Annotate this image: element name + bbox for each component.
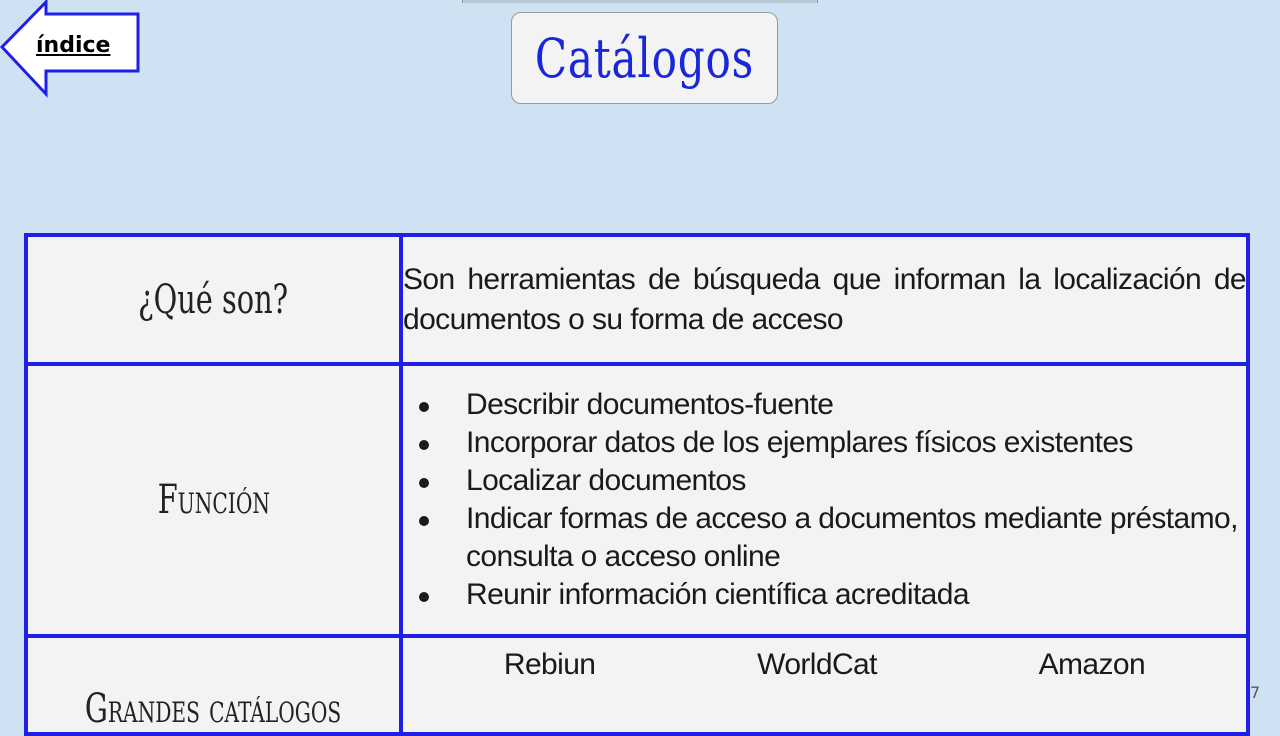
catalog-link-amazon[interactable]: Amazon	[1038, 648, 1146, 681]
row-funcion	[26, 364, 1248, 636]
catalogs-cell	[401, 636, 1248, 734]
bullet-icon	[419, 402, 429, 412]
heading-cell	[26, 364, 401, 636]
heading-cell	[26, 235, 401, 364]
bullet-icon	[419, 516, 429, 526]
bullet-icon	[419, 478, 429, 488]
back-to-index-button[interactable]	[0, 0, 142, 98]
top-toolbar-strip	[462, 0, 818, 3]
bullet-icon	[419, 440, 429, 450]
definition-text: Son herramientas de búsqueda que informan la localización de documentos o su forma de acceso	[403, 262, 1246, 336]
list-item-text: Localizar documentos	[466, 464, 746, 497]
page-number: 7	[1250, 683, 1261, 702]
definition-cell	[401, 235, 1248, 364]
back-link-label[interactable]: índice	[36, 33, 111, 58]
page-title: Catálogos	[534, 26, 755, 90]
catalog-link-rebiun[interactable]: Rebiun	[503, 648, 596, 681]
title-box	[511, 12, 778, 104]
row-heading-funcion: Función	[157, 477, 270, 523]
bullet-icon	[419, 592, 429, 602]
function-list	[403, 386, 1246, 614]
list-item	[403, 386, 1246, 424]
row-heading-que-son: ¿Qué son?	[138, 276, 289, 323]
list-item	[403, 424, 1246, 462]
list-item-text: Incorporar datos de los ejemplares físicos existentes	[466, 426, 1133, 459]
catalog-info-table	[24, 233, 1250, 736]
list-item-text: Indicar formas de acceso a documentos mediante préstamo, consulta o acceso online	[466, 502, 1238, 573]
row-que-son	[26, 235, 1248, 364]
list-item	[403, 462, 1246, 500]
list-item-text: Describir documentos-fuente	[466, 388, 834, 421]
row-grandes-catalogos	[26, 636, 1248, 734]
row-heading-grandes-catalogos: Grandes catálogos	[85, 686, 342, 732]
heading-cell	[26, 636, 401, 734]
catalog-link-worldcat[interactable]: WorldCat	[757, 648, 877, 681]
list-item	[403, 500, 1246, 576]
list-item-text: Reunir información científica acreditada	[466, 578, 969, 611]
catalog-links	[403, 638, 1246, 724]
function-list-cell	[401, 364, 1248, 636]
list-item	[403, 576, 1246, 614]
